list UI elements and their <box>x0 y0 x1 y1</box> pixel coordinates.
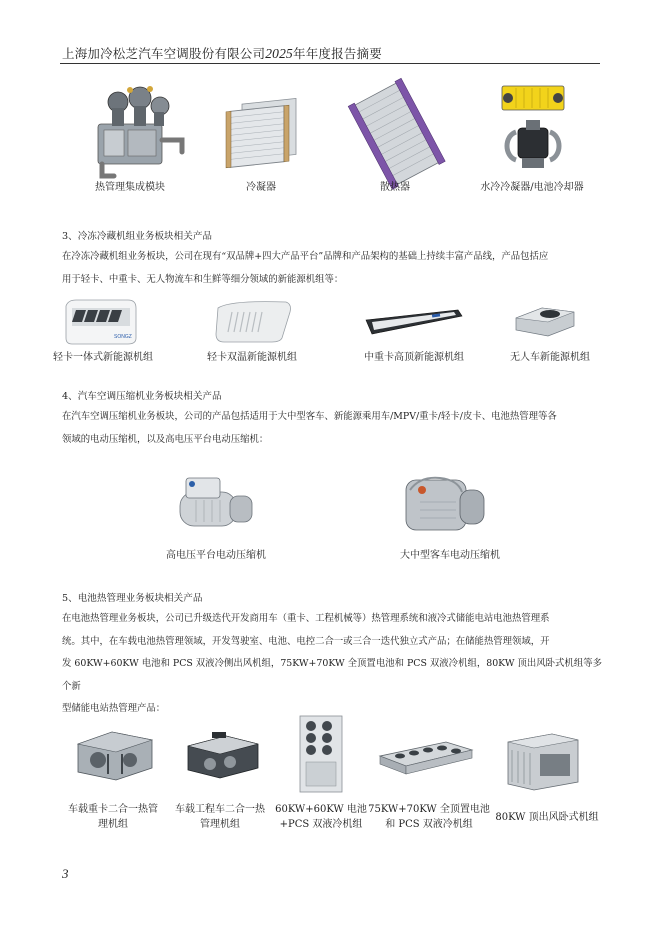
bus-electric-compressor-image <box>400 470 492 540</box>
caption-water-condenser: 水冷冷凝器/电池冷却器 <box>480 182 584 193</box>
header-year: 2025 <box>265 46 294 61</box>
caption-thermal-module: 热管理集成模块 <box>95 182 165 193</box>
caption-60kw-line-2: +PCS 双液冷机组 <box>279 819 363 830</box>
horizontal-80kw-unit-image <box>504 730 582 792</box>
caption-heavy-truck-2in1 <box>58 802 168 832</box>
caption-75kw-line-1: 75KW+70KW 全顶置电池 <box>368 804 490 815</box>
section3-heading: 3、冷冻冷藏机组业务板块相关产品 <box>62 231 213 242</box>
page-number: 3 <box>62 866 69 881</box>
heavy-truck-2in1-thermal-unit-image <box>72 724 156 784</box>
caption-high-voltage-compressor: 高电压平台电动压缩机 <box>166 550 266 561</box>
caption-light-truck-integrated: 轻卡一体式新能源机组 <box>53 352 153 363</box>
caption-75kw-line-2: 和 PCS 双液冷机组 <box>385 819 473 830</box>
caption-radiator: 散热器 <box>380 182 410 193</box>
section3-paragraph <box>62 246 602 291</box>
section5-para-line-1: 在电池热管理业务板块，公司已升级迭代开发商用车（重卡、工程机械等）热管理系统和液冷式储能电站电池热管理系 <box>62 613 550 624</box>
section4-para-line-1: 在汽车空调压缩机业务板块，公司的产品包括适用于大中型客车、新能源乘用车/MPV/重卡/轻卡/皮卡、电池热管理等各 <box>62 411 557 422</box>
caption-75kw-unit <box>364 802 494 832</box>
section4-heading: 4、汽车空调压缩机业务板块相关产品 <box>62 391 222 402</box>
caption-80kw-unit <box>488 810 606 825</box>
caption-heavy-truck-2in1-line-1: 车载重卡二合一热管 <box>68 804 158 815</box>
condenser-image <box>224 98 302 166</box>
caption-heavy-truck-high-roof: 中重卡高顶新能源机组 <box>364 352 464 363</box>
caption-60kw-line-1: 60KW+60KW 电池 <box>275 804 367 815</box>
section5-para-line-3: 发 60KW+60KW 电池和 PCS 双液冷侧出风机组，75KW+70KW 全顶置电池和 PCS 双液冷机组，80KW 顶出风卧式机组等多个新 <box>62 658 602 692</box>
header-company: 上海加冷松芝汽车空调股份有限公司 <box>62 46 266 61</box>
caption-heavy-truck-2in1-line-2: 理机组 <box>98 819 128 830</box>
caption-condenser: 冷凝器 <box>246 182 276 193</box>
header-divider <box>60 63 600 64</box>
heavy-truck-high-roof-unit-image <box>362 306 466 338</box>
construction-vehicle-2in1-unit-image <box>182 728 262 782</box>
liquid-cooled-60kw-unit-image <box>296 714 346 794</box>
caption-unmanned-vehicle: 无人车新能源机组 <box>510 352 590 363</box>
caption-construction-vehicle-line-1: 车载工程车二合一热 <box>175 804 265 815</box>
light-truck-dual-temp-unit-image <box>210 298 294 344</box>
caption-60kw-unit <box>268 802 374 832</box>
radiator-image <box>352 82 444 182</box>
top-mounted-75kw-unit-image <box>376 736 476 782</box>
caption-construction-vehicle-2in1 <box>164 802 276 832</box>
section5-heading: 5、电池热管理业务板块相关产品 <box>62 593 203 604</box>
caption-construction-vehicle-line-2: 管理机组 <box>200 819 240 830</box>
section5-paragraph <box>62 608 602 721</box>
thermal-module-image <box>90 80 190 180</box>
section5-para-line-2: 统。其中，在车载电池热管理领域，开发驾驶室、电池、电控二合一或三合一迭代独立式产品；在储能热管理领域，开 <box>62 635 550 647</box>
section4-para-line-2: 领域的电动压缩机，以及高电压平台电动压缩机： <box>62 433 269 445</box>
high-voltage-compressor-image <box>172 470 262 536</box>
caption-80kw-line-1: 80KW 顶出风卧式机组 <box>495 812 599 823</box>
caption-light-truck-dual-temp: 轻卡双温新能源机组 <box>207 352 297 363</box>
water-condenser-battery-chiller-image <box>492 80 572 180</box>
unmanned-vehicle-unit-image <box>512 302 578 338</box>
page-header-title <box>62 44 382 62</box>
caption-bus-compressor: 大中型客车电动压缩机 <box>400 550 500 561</box>
light-truck-integrated-unit-image <box>62 298 140 348</box>
section5-para-line-4: 型储能电站热管理产品： <box>62 703 166 714</box>
section3-para-line-1: 在冷冻冷藏机组业务板块，公司在现有“双品牌+四大产品平台”品牌和产品架构的基础上持续丰富产品线，产品包括应 <box>62 251 549 262</box>
header-report-type: 年年度报告摘要 <box>293 46 382 61</box>
section4-paragraph <box>62 406 602 451</box>
songz-logo: SONGZ <box>114 334 132 340</box>
section3-para-line-2: 用于轻卡、中重卡、无人物流车和生鲜等细分领域的新能源机组等： <box>62 273 344 285</box>
